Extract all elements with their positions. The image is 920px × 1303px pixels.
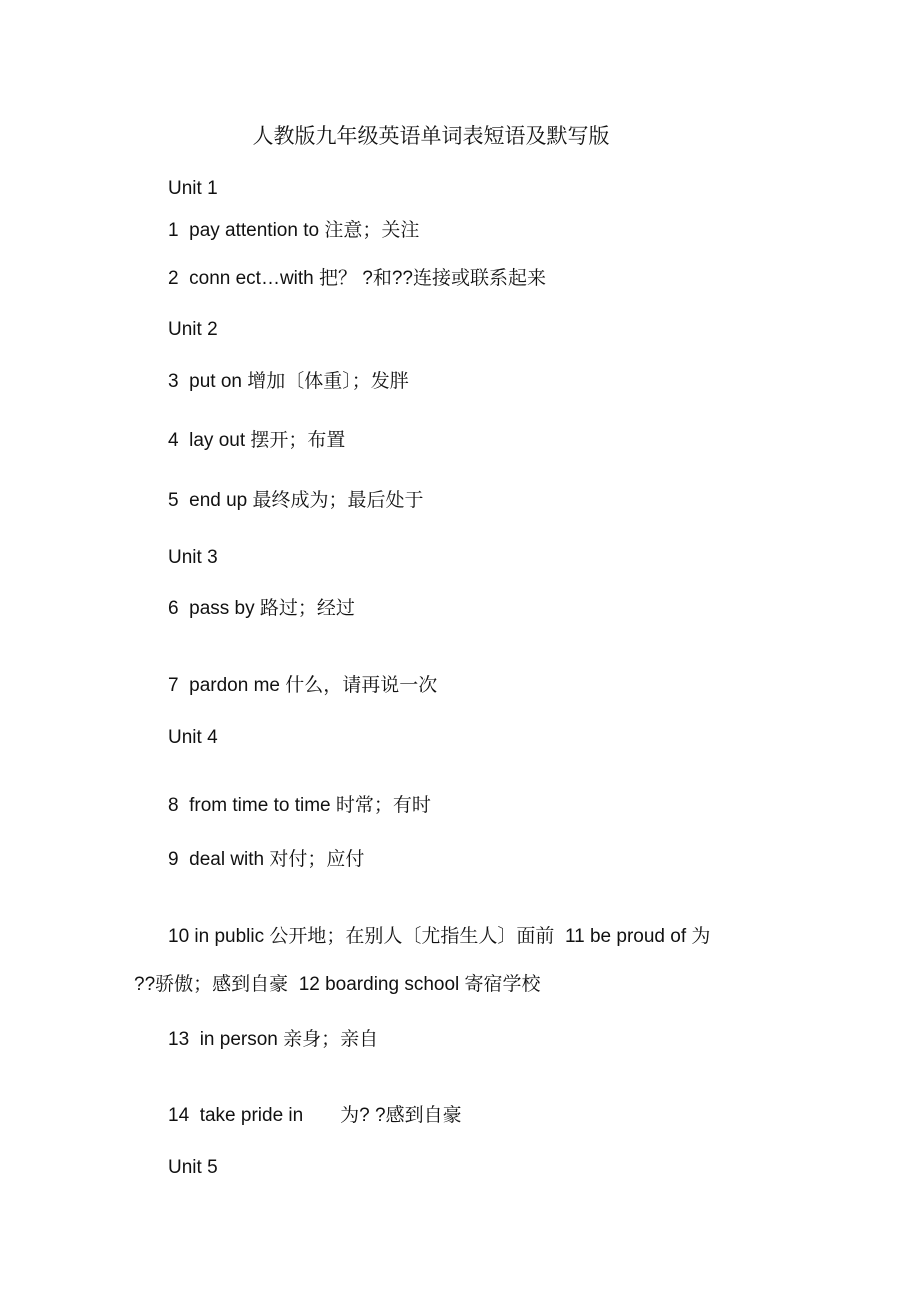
phrase-entry: 8 from time to time 时常；有时 bbox=[168, 795, 431, 816]
unit-heading: Unit 1 bbox=[168, 178, 218, 199]
phrase-entry: 3 put on 增加〔体重〕；发胖 bbox=[168, 371, 409, 392]
phrase-entry-continued: ??骄傲；感到自豪 12 boarding school 寄宿学校 bbox=[134, 974, 541, 995]
phrase-entry: 6 pass by 路过；经过 bbox=[168, 598, 355, 619]
unit-heading: Unit 2 bbox=[168, 319, 218, 340]
unit-heading: Unit 4 bbox=[168, 727, 218, 748]
phrase-entry: 14 take pride in 为? ?感到自豪 bbox=[168, 1105, 462, 1126]
document-title: 人教版九年级英语单词表短语及默写版 bbox=[252, 125, 610, 148]
phrase-entry: 7 pardon me 什么，请再说一次 bbox=[168, 675, 438, 696]
phrase-entry: 1 pay attention to 注意；关注 bbox=[168, 220, 420, 241]
phrase-entry: 13 in person 亲身；亲自 bbox=[168, 1029, 379, 1050]
phrase-entry: 5 end up 最终成为；最后处于 bbox=[168, 490, 424, 511]
phrase-entry: 10 in public 公开地；在别人〔尤指生人〕面前 11 be proud of 为 bbox=[168, 926, 711, 947]
unit-heading: Unit 3 bbox=[168, 547, 218, 568]
phrase-entry: 4 lay out 摆开；布置 bbox=[168, 430, 346, 451]
phrase-entry: 9 deal with 对付；应付 bbox=[168, 849, 365, 870]
phrase-entry: 2 conn ect…with 把？ ?和??连接或联系起来 bbox=[168, 268, 546, 289]
unit-heading: Unit 5 bbox=[168, 1157, 218, 1178]
